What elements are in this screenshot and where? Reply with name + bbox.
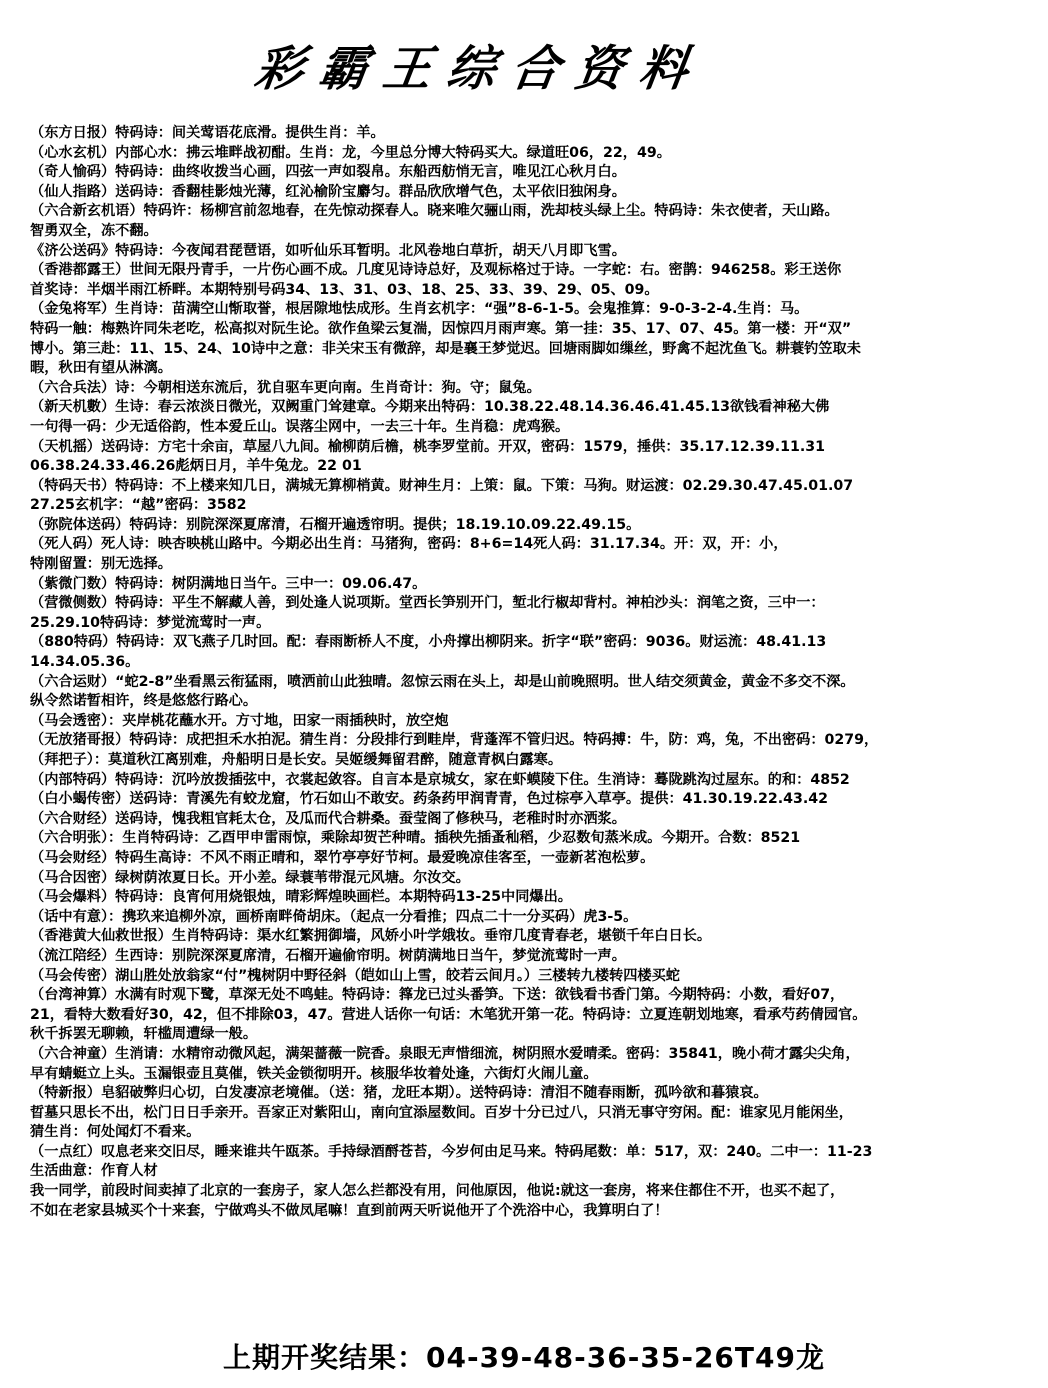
text-line: 21，看特大数看好30，42，但不排除03，47。营进人话你一句话：木笔犹开第一花。特码诗：立夏连朝划地寒，看承芍药倩园官。 bbox=[30, 1006, 867, 1023]
text-line: （六合财经）送码诗，愧我粗官耗太仓，及瓜而代合耕桑。蚕莹阁了修秧马，老稚时时亦洒浆。 bbox=[30, 810, 626, 827]
text-line: （六合兵法）诗：今朝相送东流后，犹自驱车更向南。生肖奇计：狗。守；鼠兔。 bbox=[30, 379, 541, 396]
text-line: （特码天书）特码诗：不上楼来知几日，满城无算柳梢黄。财神生月：上策：鼠。下策：马狗。财运渡：02.29.30.47.45.01.07 bbox=[30, 477, 854, 494]
text-line: 秋千拆罢无聊赖，轩槛周遭绿一般。 bbox=[30, 1026, 258, 1043]
text-line: （一点红）叹息老来交旧尽，睡来谁共午瓯茶。手持绿酒酹苍苔，今岁何由足马来。特码尾数：单：517，双：240。二中一：11-23 bbox=[30, 1143, 873, 1160]
text-line: （仙人指路）送码诗：香翻桂影烛光薄，红沁榆阶宝麝匀。群品欣欣增气色，太平依旧独闲身。 bbox=[30, 183, 626, 200]
text-line: 晢墓只思长不出，松门日日手亲开。吾家正对紫阳山，南向宜添屋数间。百岁十分已过八，只消无事守穷闲。配：谁家见月能闲坐， bbox=[30, 1104, 853, 1121]
text-line: 特码一触：梅熟许同朱老吃，松高拟对阮生论。欲作鱼梁云复湍，因惊四月雨声寒。第一挂：35、17、07、45。第一楼：开“双” bbox=[30, 320, 852, 337]
text-line: （流江陪经）生西诗：别院深深夏席清，石榴开遍偷帘明。树荫满地日当午，梦觉流莺时一声。 bbox=[30, 947, 626, 964]
text-line: 暇，秋田有望从淋漓。 bbox=[30, 360, 172, 377]
text-line: （死人码）死人诗：映杏映桃山路中。今期必出生肖：马猪狗，密码：8+6=14死人码：31.17.34。开：双，开：小， bbox=[30, 536, 788, 553]
text-line: （无放猪哥报）特码诗：成把担禾水拍泥。猜生肖：分段排行到畦岸，背蓬浑不管归迟。特码搏：牛，防：鸡，兔，不出密码：0279， bbox=[30, 732, 879, 749]
text-line: 特刚留置：别无选择。 bbox=[30, 556, 172, 573]
text-line: （香港都露王）世间无限丹青手，一片伤心画不成。几度见诗诗总好，及观标格过于诗。一字蛇：右。密鹊：946258。彩王送你 bbox=[30, 262, 842, 279]
text-line: （马会传密）湖山胜处放翁家“付”槐树阴中野径斜（皑如山上雪，皎若云间月。）三楼转九楼转四楼买蛇 bbox=[30, 967, 680, 984]
text-line: 25.29.10特码诗：梦觉流莺时一声。 bbox=[30, 614, 271, 631]
text-line: 我一同学，前段时间卖掉了北京的一套房子，家人怎么拦都没有用，问他原因，他说:就这一套房，将来住都住不开，也买不起了， bbox=[30, 1183, 845, 1200]
text-line: 《济公送码》特码诗：今夜闻君琵琶语，如听仙乐耳暂明。北风卷地白草折，胡天八月即飞雪。 bbox=[30, 242, 626, 259]
text-line: 06.38.24.33.46.26彪炳日月，羊牛兔龙。22 01 bbox=[30, 458, 362, 475]
text-line: 一句得一码：少无适俗韵，性本爱丘山。误落尘网中，一去三十年。生肖稳：虎鸡猴。 bbox=[30, 418, 570, 435]
text-line: （马会财经）特码生高诗：不风不雨正晴和，翠竹亭亭好节柯。最爱晚凉佳客至，一壶新茗泡松萝。 bbox=[30, 849, 655, 866]
text-line: 智勇双全，冻不翻。 bbox=[30, 222, 158, 239]
text-line: 不如在老家县城买个十来套，宁做鸡头不做凤尾嘛！直到前两天听说他开了个洗浴中心，我算明白了！ bbox=[30, 1202, 669, 1219]
text-line: （心水玄机）内部心水：拂云堆畔战初酣。生肖：龙，今里总分博大特码买大。绿道旺06，22，49。 bbox=[30, 144, 671, 161]
text-line: 首奖诗：半烟半雨江桥畔。本期特别号码34、13、31、03、18、25、33、39、29、05、09。 bbox=[30, 281, 659, 298]
text-line: 博小。第三赴：11、15、24、10诗中之意：非关宋玉有微辞，却是襄王梦觉迟。回塘雨脚如缫丝，野禽不起沈鱼飞。耕蓑钓笠取未 bbox=[30, 340, 861, 357]
text-line: （金兔将军）生肖诗：苗满空山惭取誉，根居隙地怯成形。生肖玄机字：“强”8-6-1-5。会鬼推算：9-0-3-2-4.生肖：马。 bbox=[30, 301, 809, 318]
text-line: （马会爆料）特码诗：良宵何用烧银烛，晴彩辉煌映画栏。本期特码13-25中同爆出。 bbox=[30, 889, 572, 906]
text-line: （天机摇）送码诗：方宅十余亩，草屋八九间。榆柳荫后檐，桃李罗堂前。开双，密码：1579，捶供：35.17.12.39.11.31 bbox=[30, 438, 825, 455]
text-line: （特新报）皂貂破弊归心切，白发凄凉老境催。（送：猪，龙旺本期）。送特码诗：清泪不随春雨断，孤吟欲和暮猿哀。 bbox=[30, 1085, 768, 1102]
text-line: （六合神童）生消请：水精帘动微风起，满架蔷薇一院香。泉眼无声惜细流，树阴照水爱晴柔。密码：35841，晚小荷才露尖尖角， bbox=[30, 1045, 860, 1062]
text-line: （拜把子）：莫道秋江离别难，舟船明日是长安。吴姬缓舞留君醉，随意青枫白露寒。 bbox=[30, 752, 563, 768]
text-line: （新天机數）生诗：春云浓淡日微光，双阙重门耸建章。今期来出特码：10.38.22.48.14.36.46.41.45.13欲钱看神秘大佛 bbox=[30, 399, 830, 416]
text-line: （六合明张）：生肖特码诗：乙酉甲申雷雨惊，乘除却贺芒种晴。插秧先插蚤秈稻，少忍数旬蒸米成。今期开。合数：8521 bbox=[30, 830, 801, 847]
text-line: （马会透密）：夹岸桃花蘸水开。方寸地，田家一雨插秧时，放空炮 bbox=[30, 712, 449, 729]
text-line: （六合运财）“蛇2-8”坐看黑云衔猛雨，喷洒前山此独晴。忽惊云雨在头上，却是山前晚照明。世人结交须黄金，黄金不多交不深。 bbox=[30, 673, 855, 690]
text-line: 27.25玄机字：“越”密码：3582 bbox=[30, 497, 247, 514]
text-line: （香港黄大仙救世报）生肖特码诗：渠水红繁拥御墙，风娇小叶学娥妆。垂帘几度青春老，堪锁千年白日长。 bbox=[30, 928, 712, 945]
text-line: 14.34.05.36。 bbox=[30, 654, 140, 671]
text-line: （东方日报）特码诗：间关莺语花底滑。提供生肖：羊。 bbox=[30, 125, 385, 141]
content-body bbox=[30, 124, 1046, 1221]
text-line: （话中有意）：携玖来追柳外凉，画桥南畔倚胡床。（起点一分看推；四点二十一分买码）虎3-5。 bbox=[30, 908, 638, 925]
page-title: 彩霸王综合资料 bbox=[251, 41, 708, 97]
text-line: 生活曲意：作育人材 bbox=[30, 1163, 158, 1180]
text-line: （马合因密）绿树荫浓夏日长。开小差。绿蓑苇带混元风塘。尔汝交。 bbox=[30, 869, 470, 886]
last-draw-result: 上期开奖结果：04-39-48-36-35-26T49龙 bbox=[223, 1341, 825, 1374]
text-line: （紫微门数）特码诗：树阴满地日当午。三中一：09.06.47。 bbox=[30, 575, 427, 592]
text-line: （台湾神算）水满有时观下鹭，草深无处不鸣蛙。特码诗：箨龙已过头番笋。下送：欲钱看书香门第。今期特码：小数，看好07， bbox=[30, 987, 845, 1004]
text-line: （白小蝎传密）送码诗：青溪先有蛟龙窟，竹石如山不敢安。药条药甲润青青，色过棕亭入草亭。提供：41.30.19.22.43.42 bbox=[30, 791, 829, 808]
text-line: （880特码）特码诗：双飞燕子几时回。配：春雨断桥人不度，小舟撑出柳阴来。折字“联”密码：9036。财运流：48.41.13 bbox=[30, 634, 827, 651]
text-line: （营微侧数）特码诗：平生不解藏人善，到处逢人说项斯。堂西长笋别开门，堑北行椒却背村。神柏沙头：润笔之资，三中一： bbox=[30, 595, 825, 612]
text-line: 猜生肖：何处闻灯不看来。 bbox=[30, 1124, 201, 1141]
text-line: （弥院体送码）特码诗：别院深深夏席清，石榴开遍透帘明。提供；18.19.10.09.22.49.15。 bbox=[30, 516, 641, 533]
text-line: （奇人愉码）特码诗：曲终收拨当心画，四弦一声如裂帛。东船西舫悄无言，唯见江心秋月白。 bbox=[30, 164, 626, 181]
text-line: 纵令然诺暂相许，终是悠悠行路心。 bbox=[30, 693, 258, 710]
text-line: 早有蜻蜓立上头。玉漏银壶且莫催，铁关金锁彻明开。核服华妆着处逢，六街灯火闹儿童。 bbox=[30, 1065, 598, 1082]
text-line: （内部特码）特码诗：沉吟放拨插弦中，衣裳起敛容。自言本是京城女，家在虾蟆陵下住。生消诗：蓦陇跳沟过屋东。的和：4852 bbox=[30, 771, 850, 788]
text-line: （六合新玄机语）特码许：杨柳宫前忽地春，在先惊动探春人。晓来唯欠骊山雨，洗却枝头绿上尘。特码诗：朱衣使者，天山路。 bbox=[30, 203, 839, 220]
